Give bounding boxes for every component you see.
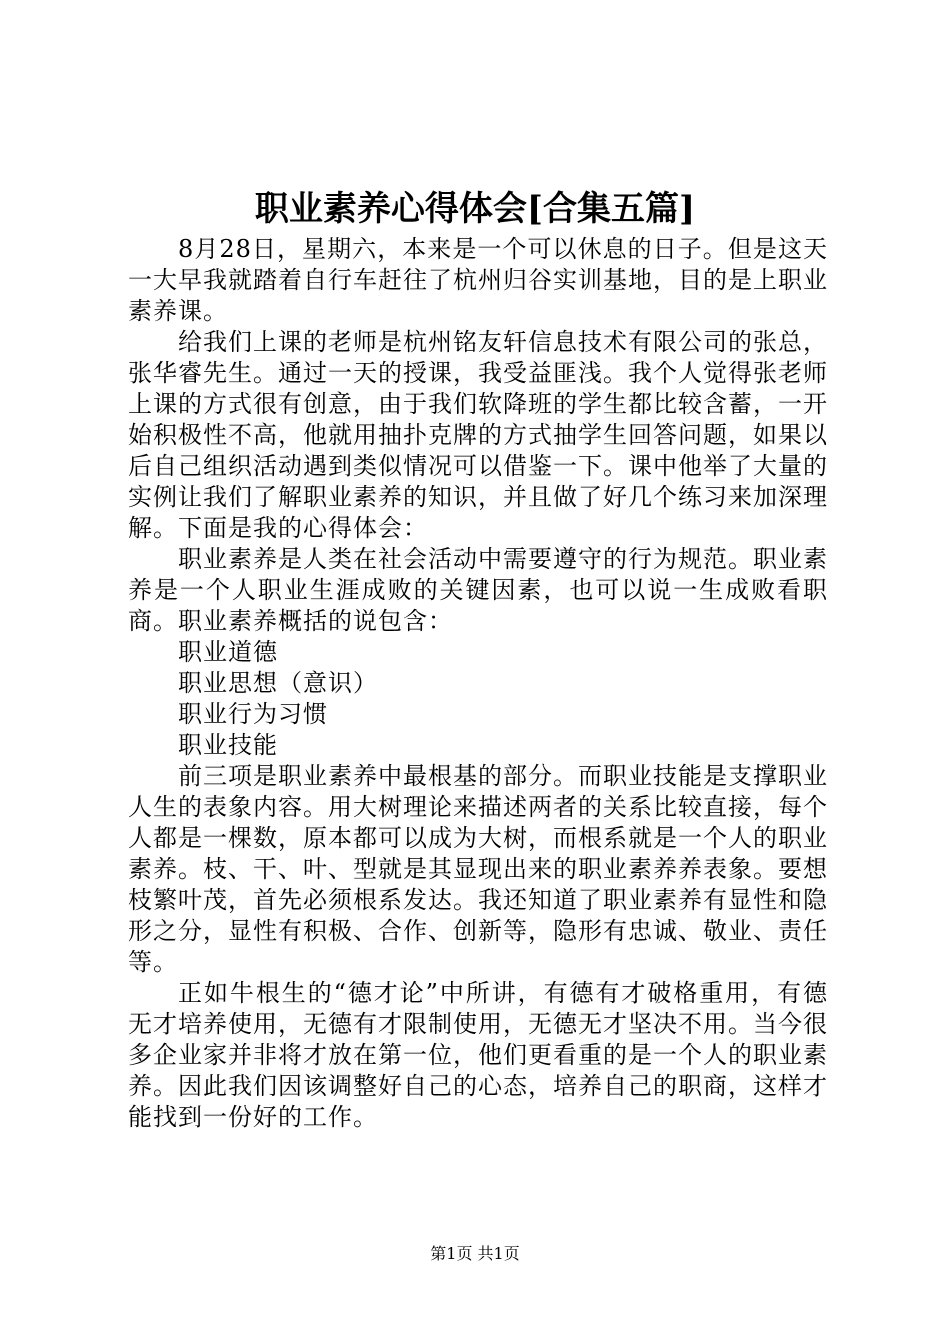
paragraph: 职业素养是人类在社会活动中需要遵守的行为规范。职业素养是一个人职业生涯成败的关键因素，也可以说一生成败看职商。职业素养概括的说包含： [128,545,828,635]
paragraph: 给我们上课的老师是杭州铭友轩信息技术有限公司的张总，张华睿先生。通过一天的授课，我受益匪浅。我个人觉得张老师上课的方式很有创意，由于我们软降班的学生都比较含蓄，一开始积极性不高，他就用抽扑克牌的方式抽学生回答问题，如果以后自己组织活动遇到类似情况可以借鉴一下。课中他举了大量的实例让我们了解职业素养的知识，并且做了好几个练习来加深理解。下面是我的心得体会： [128,328,828,542]
list-item: 职业思想（意识） [178,669,378,697]
list-item: 职业技能 [178,731,278,759]
page-footer: 第1页 共1页 [430,1244,520,1263]
list-item: 职业行为习惯 [178,700,328,728]
paragraph: 正如牛根生的“德才论”中所讲，有德有才破格重用，有德无才培养使用，无德有才限制使用，无德无才坚决不用。当今很多企业家并非将才放在第一位，他们更看重的是一个人的职业素养。因此我们因该调整好自己的心态，培养自己的职商，这样才能找到一份好的工作。 [128,979,828,1131]
list-item: 职业道德 [178,638,278,666]
paragraph: 前三项是职业素养中最根基的部分。而职业技能是支撑职业人生的表象内容。用大树理论来描述两者的关系比较直接，每个人都是一棵数，原本都可以成为大树，而根系就是一个人的职业素养。枝、干、叶、型就是其显现出来的职业素养养表象。要想枝繁叶茂，首先必须根系发达。我还知道了职业素养有显性和隐形之分，显性有积极、合作、创新等，隐形有忠诚、敬业、责任等。 [128,762,828,976]
document-title: 职业素养心得体会[合集五篇] [254,189,696,229]
document-body [128,234,828,1133]
paragraph: 8月28日，星期六，本来是一个可以休息的日子。但是这天一大早我就踏着自行车赶往了杭州归谷实训基地，目的是上职业素养课。 [128,235,828,325]
